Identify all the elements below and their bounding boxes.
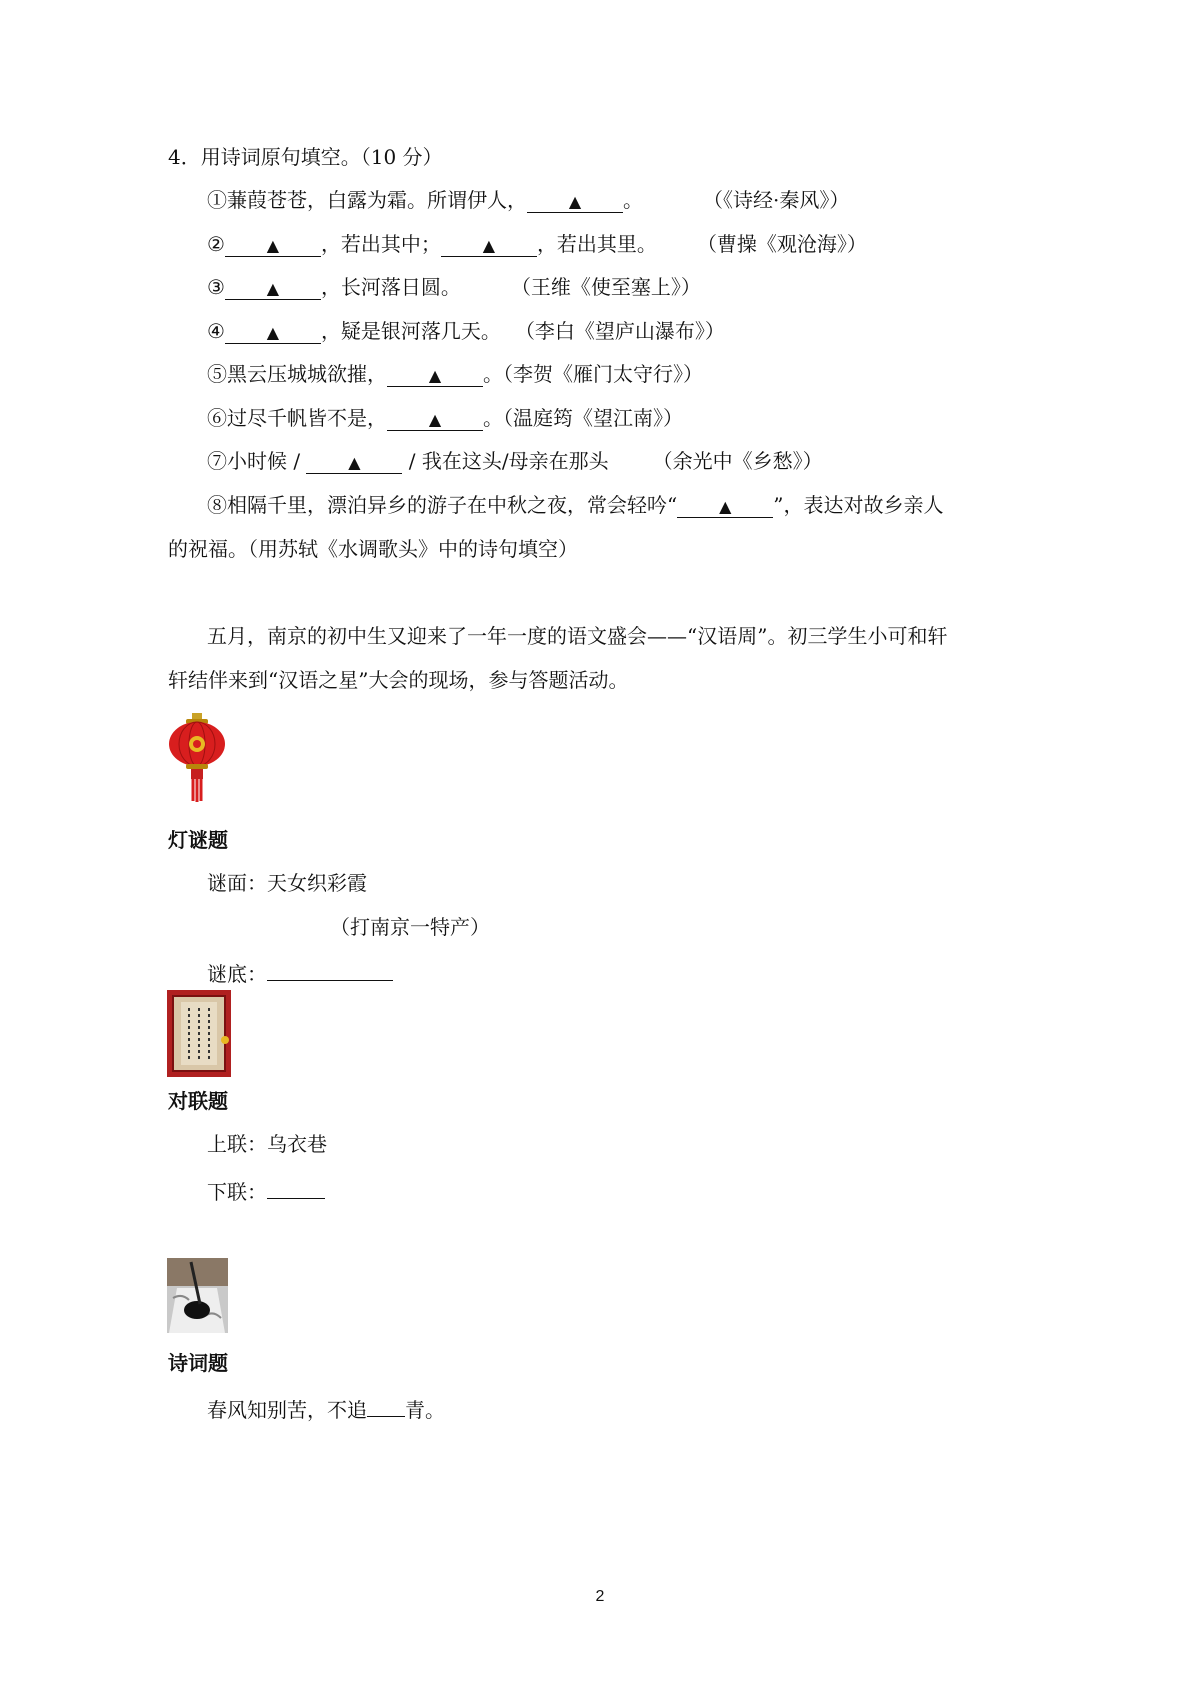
item-text: ⑤黑云压城城欲摧， bbox=[207, 362, 387, 386]
answer-label: 谜底： bbox=[207, 962, 267, 986]
answer-blank[interactable] bbox=[225, 275, 321, 300]
item-text: ④ bbox=[207, 319, 225, 343]
fill-item-2 bbox=[207, 230, 867, 258]
fill-item-3 bbox=[207, 273, 701, 301]
couplet-upper: 上联：乌衣巷 bbox=[207, 1132, 327, 1156]
item-text: ①蒹葭苍苍，白露为霜。所谓伊人， bbox=[207, 188, 527, 212]
poem-line bbox=[207, 1392, 445, 1424]
item-text: 。（温庭筠《望江南》） bbox=[483, 406, 683, 430]
answer-label: 下联： bbox=[207, 1180, 267, 1204]
item-text: 。（李贺《雁门太守行》） bbox=[483, 362, 703, 386]
answer-blank[interactable] bbox=[306, 449, 402, 474]
riddle-heading: 灯谜题 bbox=[168, 828, 228, 852]
item-text: ⑦小时候 / bbox=[207, 449, 307, 473]
red-lantern-icon bbox=[166, 711, 228, 803]
fill-item-5 bbox=[207, 360, 703, 388]
item-text: 。 bbox=[623, 188, 643, 212]
item-source: （王维《使至塞上》） bbox=[510, 275, 701, 299]
item-text: ，疑是银河落几天。 bbox=[320, 319, 501, 343]
item-text: ⑧相隔千里，漂泊异乡的游子在中秋之夜，常会轻吟“ bbox=[207, 493, 678, 517]
fill-item-4 bbox=[207, 317, 725, 345]
item-text: ，若出其里。 bbox=[536, 232, 657, 256]
answer-blank[interactable] bbox=[267, 1174, 325, 1199]
triangle-icon: ▲ bbox=[428, 366, 442, 385]
answer-blank[interactable] bbox=[527, 188, 623, 213]
answer-blank[interactable] bbox=[267, 956, 393, 981]
triangle-icon: ▲ bbox=[719, 497, 732, 516]
poem-text: 青。 bbox=[405, 1398, 445, 1422]
answer-blank[interactable] bbox=[387, 362, 483, 387]
answer-blank[interactable] bbox=[225, 232, 321, 257]
triangle-icon: ▲ bbox=[568, 192, 582, 211]
answer-blank[interactable] bbox=[367, 1392, 405, 1417]
item-source: （《诗经·秦风》） bbox=[703, 188, 850, 212]
item-text: ”，表达对故乡亲人 bbox=[773, 493, 944, 517]
triangle-icon: ▲ bbox=[348, 453, 361, 472]
item-text: ③ bbox=[207, 275, 225, 299]
poem-text: 春风知别苦，不追 bbox=[207, 1398, 367, 1422]
poem-heading: 诗词题 bbox=[168, 1351, 228, 1375]
item-source: （余光中《乡愁》） bbox=[652, 449, 823, 473]
answer-blank[interactable] bbox=[387, 406, 483, 431]
fill-item-8-continued: 的祝福。（用苏轼《水调歌头》中的诗句填空） bbox=[168, 537, 578, 561]
triangle-icon: ▲ bbox=[266, 279, 280, 298]
riddle-answer bbox=[207, 956, 393, 988]
riddle-face: 谜面：天女织彩霞 bbox=[207, 871, 367, 895]
page-number: 2 bbox=[595, 1588, 605, 1605]
triangle-icon: ▲ bbox=[428, 410, 442, 429]
question-title: 4．用诗词原句填空。（10 分） bbox=[168, 145, 443, 169]
answer-blank[interactable] bbox=[677, 493, 773, 518]
item-source: （李白《望庐山瀑布》） bbox=[514, 319, 725, 343]
intro-line-2: 轩结伴来到“汉语之星”大会的现场，参与答题活动。 bbox=[168, 668, 629, 692]
triangle-icon: ▲ bbox=[482, 236, 496, 255]
fill-item-6 bbox=[207, 404, 683, 432]
triangle-icon: ▲ bbox=[266, 236, 280, 255]
fill-item-7 bbox=[207, 447, 823, 475]
couplet-lower bbox=[207, 1174, 325, 1206]
item-text: ⑥过尽千帆皆不是， bbox=[207, 406, 387, 430]
item-text: ② bbox=[207, 232, 225, 256]
couplet-scroll-icon bbox=[167, 990, 231, 1077]
triangle-icon: ▲ bbox=[266, 323, 280, 342]
intro-line-1: 五月，南京的初中生又迎来了一年一度的语文盛会——“汉语周”。初三学生小可和轩 bbox=[207, 624, 948, 648]
answer-blank[interactable] bbox=[225, 319, 321, 344]
fill-item-8 bbox=[207, 491, 943, 519]
item-source: （曹操《观沧海》） bbox=[696, 232, 867, 256]
item-text: ，若出其中； bbox=[320, 232, 441, 256]
couplet-heading: 对联题 bbox=[168, 1089, 228, 1113]
item-text: ，长河落日圆。 bbox=[320, 275, 461, 299]
riddle-hint: （打南京一特产） bbox=[330, 915, 490, 939]
answer-blank[interactable] bbox=[441, 232, 537, 257]
ink-brush-icon bbox=[167, 1258, 228, 1333]
fill-item-1 bbox=[207, 186, 849, 214]
item-text: / 我在这头/母亲在那头 bbox=[402, 449, 609, 473]
